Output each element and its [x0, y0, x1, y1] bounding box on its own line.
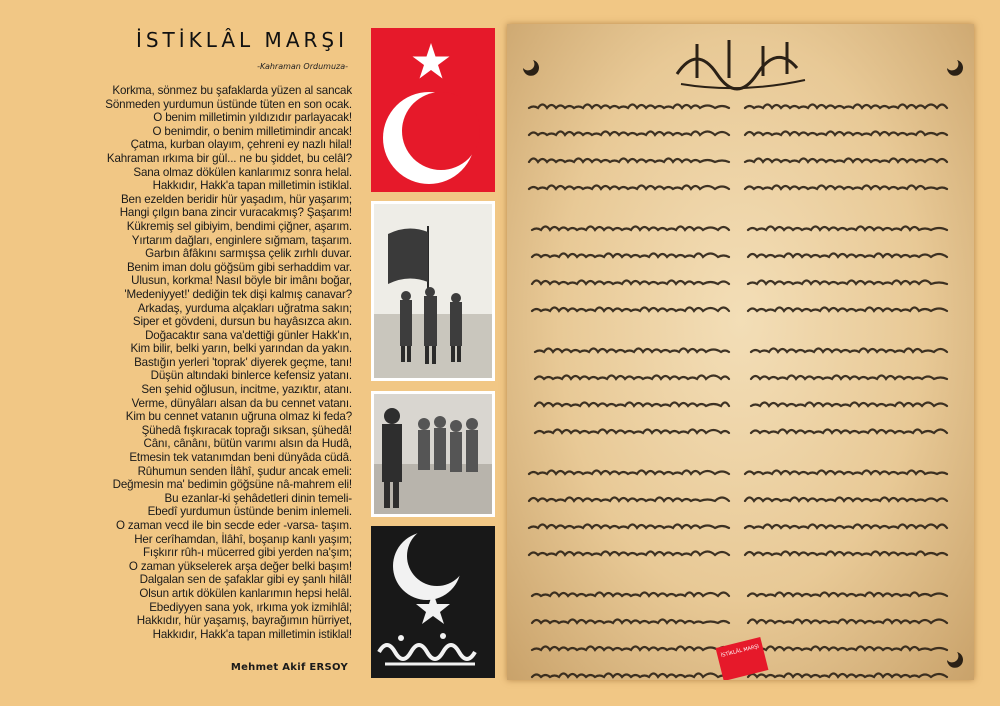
poem-line: Sana olmaz dökülen kanlarımız sonra helal. [133, 165, 352, 179]
poem-line: Verme, dünyâları alsan da bu cennet vatanı. [131, 396, 352, 410]
poem-line: Sen şehid oğlusun, incitme, yazıktır, atanı. [141, 383, 352, 397]
poem-text [0, 84, 352, 641]
author-name: Mehmet Akif ERSOY [230, 662, 348, 673]
poem-line: Cânı, cânânı, bütün varımı alsın da Hudâ, [143, 437, 352, 451]
poem-line: Siper et gövdeni, dursun bu hayâsızca akın. [132, 315, 352, 329]
poem-line: Ebediyyen sana yok, ırkıma yok izmihlâl; [149, 600, 352, 614]
poem-line: Benim iman dolu göğsüm gibi serhaddim var. [126, 260, 352, 274]
poem-line: Doğacaktır sana va'dettiği günler Hakk'ın, [145, 328, 352, 342]
poem-line: Değmesin ma' bedimin göğsüne nâ-mahrem eli! [112, 478, 352, 492]
poem-line: Kim bilir, belki yarın, belki yarından da yakın. [130, 342, 352, 356]
dedication: -Kahraman Ordumuza- [257, 62, 348, 71]
poem-line: Ulusun, korkma! Nasıl böyle bir imânı boğar, [131, 274, 352, 288]
poem-column [0, 0, 362, 706]
ottoman-manuscript-image [507, 24, 974, 680]
poem-line: 'Medeniyyet!' dediğin tek dişi kalmış canavar? [124, 287, 352, 301]
poem-line: Ben ezelden beridir hür yaşadım, hür yaşarım; [120, 192, 352, 206]
poem-line: Kahraman ırkıma bir gül... ne bu şiddet, bu celâl? [106, 151, 352, 165]
historic-photo-soldiers-flag [371, 201, 495, 381]
poem-line: Korkma, sönmez bu şafaklarda yüzen al sancak [112, 84, 352, 97]
poem-line: O zaman vecd ile bin secde eder -varsa- taşım. [115, 519, 352, 532]
historic-poster-crescent [371, 526, 495, 678]
poem-line: Düşün altındaki binlerce kefensiz yatanı. [150, 369, 352, 383]
istiklal-marsi-stamp: İSTİKLÂL MARŞI [716, 637, 769, 680]
poem-line: O benimdir, o benim milletimindir ancak! [152, 124, 352, 138]
poem-line: O benim milletimin yıldızıdır parlayacak! [153, 111, 352, 125]
poem-line: Kim bu cennet vatanın uğruna olmaz ki feda? [125, 410, 352, 424]
poem-line: Her cerîhamdan, İlâhî, boşanıp kanlı yaşım; [134, 532, 352, 546]
poem-line: Hakkıdır, Hakk'a tapan milletimin istiklal! [152, 627, 352, 641]
poem-line: Ebedî yurdumun üstünde benim inlemeli. [147, 505, 352, 519]
turkish-flag-image [371, 28, 495, 192]
poem-line: Şühedâ fışkıracak toprağı sıksan, şühedâ! [141, 423, 352, 437]
poem-line: Rûhumun senden İlâhî, şudur ancak emeli: [137, 464, 352, 478]
poem-line: Kükremiş sel gibiyim, bendimi çiğner, aşarım. [126, 219, 352, 233]
poem-line: Hakkıdır, hür yaşamış, bayrağımın hürriyet, [136, 614, 352, 628]
poem-line: Hakkıdır, Hakk'a tapan milletimin istiklal. [152, 179, 352, 193]
page-title: İSTİKLÂL MARŞI [135, 28, 348, 52]
poem-line: Etmesin tek vatanımdan beni dünyâda cüdâ. [129, 451, 352, 465]
poem-line: Sönmeden yurdumun üstünde tüten en son ocak. [105, 97, 352, 111]
poem-line: Fışkırır rûh-ı mücerred gibi yerden na'şım; [142, 546, 352, 560]
poem-line: Çatma, kurban olayım, çehreni ey nazlı hilal! [130, 138, 352, 152]
poem-line: Dalgalan sen de şafaklar gibi ey şanlı hilâl! [139, 573, 352, 587]
poem-line: Bastığın yerleri 'toprak' diyerek geçme, tanı! [134, 355, 352, 369]
poem-line: O zaman yükselerek arşa değer belki başım! [128, 559, 352, 573]
poem-line: Hangi çılgın bana zincir vuracakmış? Şaşarım! [119, 206, 352, 220]
crescent-star-icon [371, 28, 495, 192]
historic-photo-officer-troops [371, 391, 495, 517]
poem-line: Arkadaş, yurduma alçakları uğratma sakın; [137, 301, 352, 315]
poem-line: Olsun artık dökülen kanlarımın hepsi helâl. [139, 586, 352, 600]
poem-line: Yırtarım dağları, enginlere sığmam, taşarım. [131, 233, 352, 247]
manuscript-handwriting [507, 24, 974, 680]
poem-line: Bu ezanlar-ki şehâdetleri dinin temeli- [164, 491, 352, 505]
poem-line: Garbın âfâkını sarmışsa çelik zırhlı duvar. [145, 247, 352, 261]
